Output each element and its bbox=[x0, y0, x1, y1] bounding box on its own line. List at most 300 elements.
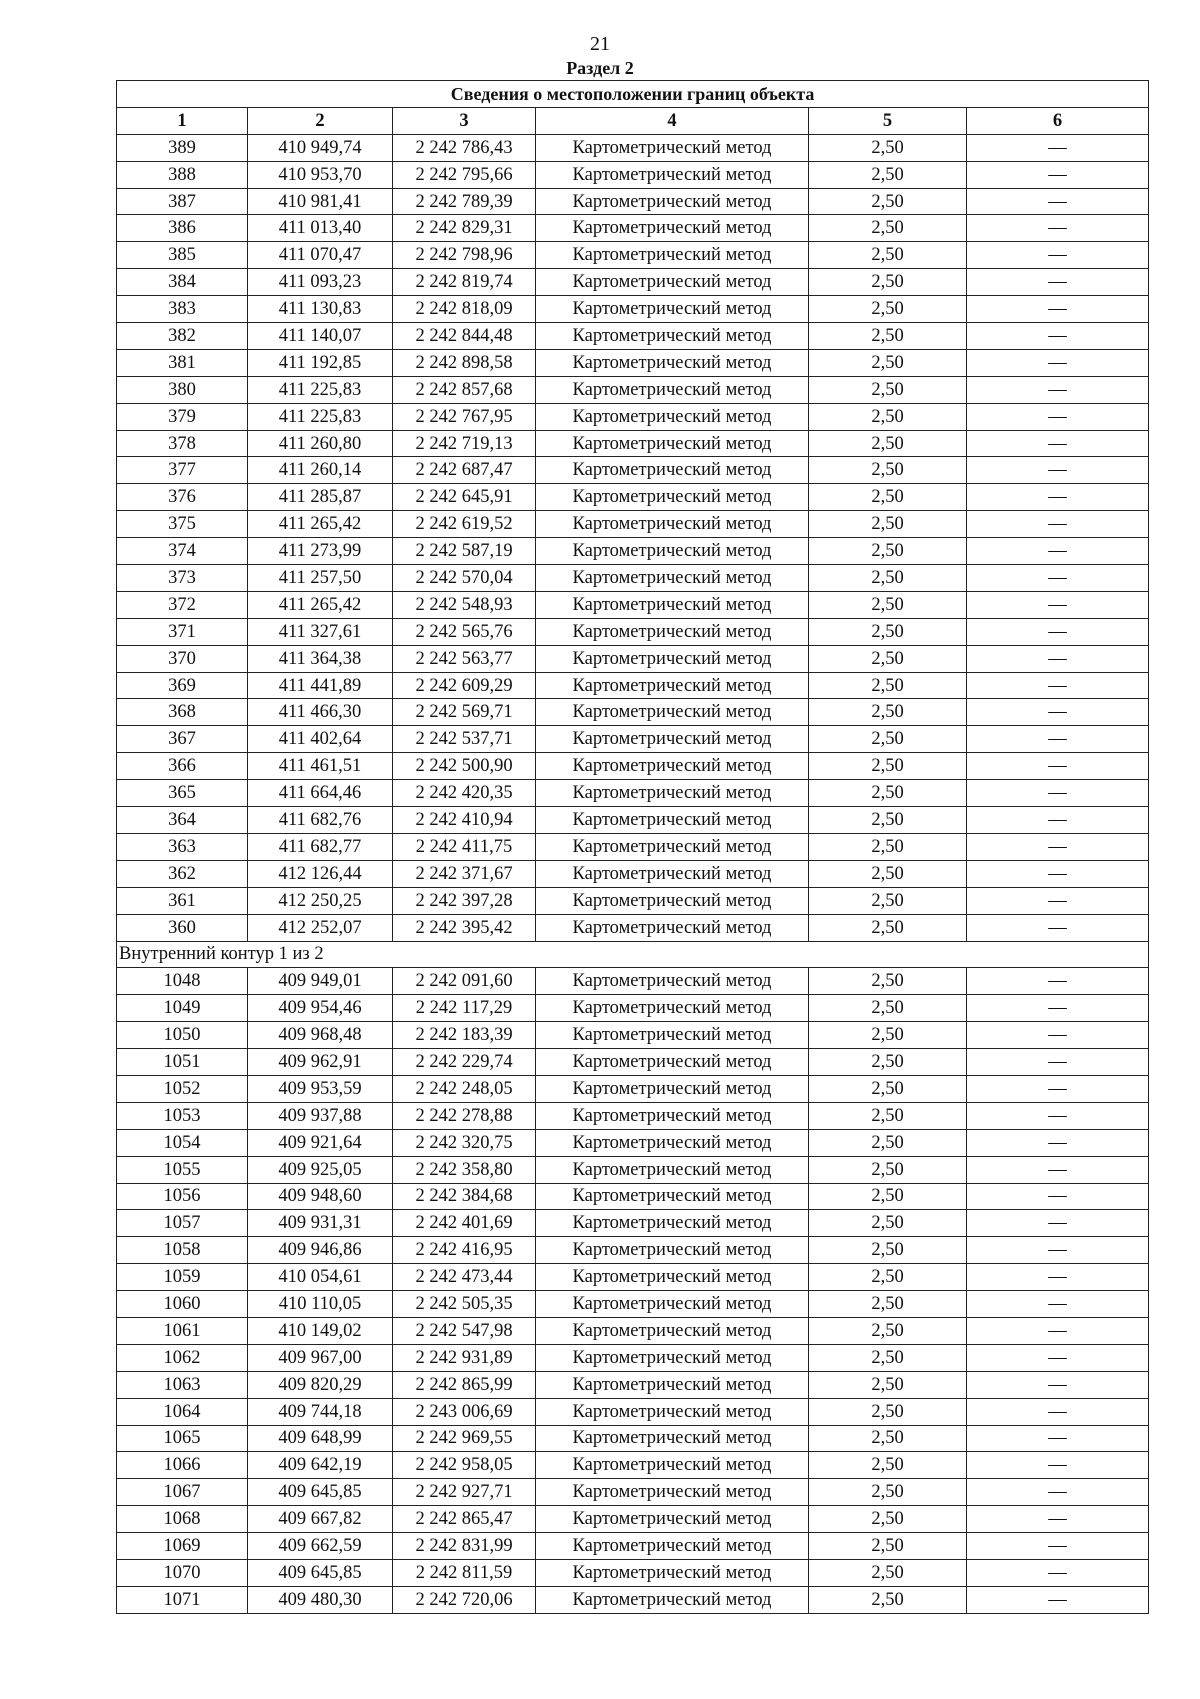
table-cell: 2,50 bbox=[809, 1586, 967, 1613]
table-cell: Картометрический метод bbox=[536, 1344, 809, 1371]
table-cell: — bbox=[967, 511, 1149, 538]
table-cell: Картометрический метод bbox=[536, 215, 809, 242]
table-cell: — bbox=[967, 1129, 1149, 1156]
table-row bbox=[117, 833, 1149, 860]
table-cell: — bbox=[967, 242, 1149, 269]
table-cell: 2,50 bbox=[809, 780, 967, 807]
table-cell: Картометрический метод bbox=[536, 511, 809, 538]
table-cell: 1049 bbox=[117, 995, 248, 1022]
table-row bbox=[117, 1371, 1149, 1398]
table-cell: 1054 bbox=[117, 1129, 248, 1156]
table-cell: 2,50 bbox=[809, 565, 967, 592]
table-cell: 1065 bbox=[117, 1425, 248, 1452]
table-cell: 1059 bbox=[117, 1264, 248, 1291]
table-cell: Картометрический метод bbox=[536, 1022, 809, 1049]
table-cell: 2 242 548,93 bbox=[393, 591, 536, 618]
table-row bbox=[117, 296, 1149, 323]
table-cell: Картометрический метод bbox=[536, 1102, 809, 1129]
table-cell: 387 bbox=[117, 188, 248, 215]
table-cell: — bbox=[967, 1291, 1149, 1318]
table-cell: 2 242 537,71 bbox=[393, 726, 536, 753]
table-row bbox=[117, 242, 1149, 269]
table-cell: 410 149,02 bbox=[248, 1317, 393, 1344]
table-row bbox=[117, 860, 1149, 887]
table-cell: 373 bbox=[117, 565, 248, 592]
table-cell: 409 662,59 bbox=[248, 1533, 393, 1560]
table-cell: — bbox=[967, 968, 1149, 995]
table-cell: Картометрический метод bbox=[536, 1291, 809, 1318]
table-cell: 2,50 bbox=[809, 887, 967, 914]
table-cell: 2 242 397,28 bbox=[393, 887, 536, 914]
table-cell: Картометрический метод bbox=[536, 134, 809, 161]
table-cell: Картометрический метод bbox=[536, 1506, 809, 1533]
table-cell: — bbox=[967, 323, 1149, 350]
table-cell: 2 242 645,91 bbox=[393, 484, 536, 511]
table-cell: 2 242 183,39 bbox=[393, 1022, 536, 1049]
table-cell: 2 242 410,94 bbox=[393, 807, 536, 834]
table-cell: 2,50 bbox=[809, 807, 967, 834]
table-cell: 1057 bbox=[117, 1210, 248, 1237]
table-cell: 2 242 619,52 bbox=[393, 511, 536, 538]
table-row bbox=[117, 591, 1149, 618]
table-row bbox=[117, 323, 1149, 350]
table-cell: 409 648,99 bbox=[248, 1425, 393, 1452]
table-cell: 2,50 bbox=[809, 1264, 967, 1291]
table-cell: 2,50 bbox=[809, 860, 967, 887]
table-cell: 2,50 bbox=[809, 1237, 967, 1264]
table-cell: 363 bbox=[117, 833, 248, 860]
table-cell: 410 949,74 bbox=[248, 134, 393, 161]
table-cell: — bbox=[967, 188, 1149, 215]
table-cell: Картометрический метод bbox=[536, 591, 809, 618]
table-cell: Картометрический метод bbox=[536, 376, 809, 403]
table-cell: — bbox=[967, 753, 1149, 780]
table-cell: Картометрический метод bbox=[536, 1479, 809, 1506]
table-row bbox=[117, 565, 1149, 592]
table-cell: 409 967,00 bbox=[248, 1344, 393, 1371]
table-row bbox=[117, 995, 1149, 1022]
table-cell: 2 242 927,71 bbox=[393, 1479, 536, 1506]
table-cell: 2 242 865,99 bbox=[393, 1371, 536, 1398]
table-cell: 2 242 587,19 bbox=[393, 538, 536, 565]
table-cell: 2,50 bbox=[809, 538, 967, 565]
table-cell: Картометрический метод bbox=[536, 672, 809, 699]
table-cell: — bbox=[967, 860, 1149, 887]
table-cell: Картометрический метод bbox=[536, 968, 809, 995]
table-cell: 2,50 bbox=[809, 1156, 967, 1183]
table-cell: 2,50 bbox=[809, 457, 967, 484]
table-cell: 364 bbox=[117, 807, 248, 834]
table-cell: 409 954,46 bbox=[248, 995, 393, 1022]
table-cell: 382 bbox=[117, 323, 248, 350]
table-cell: — bbox=[967, 1264, 1149, 1291]
table-cell: 409 968,48 bbox=[248, 1022, 393, 1049]
table-cell: 374 bbox=[117, 538, 248, 565]
table-cell: 2,50 bbox=[809, 591, 967, 618]
table-cell: 372 bbox=[117, 591, 248, 618]
table-cell: Картометрический метод bbox=[536, 1559, 809, 1586]
inner-contour-row bbox=[117, 941, 1149, 968]
table-cell: — bbox=[967, 645, 1149, 672]
table-cell: — bbox=[967, 1559, 1149, 1586]
table-cell: 2,50 bbox=[809, 1183, 967, 1210]
table-cell: 409 480,30 bbox=[248, 1586, 393, 1613]
table-cell: Картометрический метод bbox=[536, 645, 809, 672]
table-row bbox=[117, 1291, 1149, 1318]
table-cell: 2 242 931,89 bbox=[393, 1344, 536, 1371]
table-cell: — bbox=[967, 296, 1149, 323]
table-cell: — bbox=[967, 1344, 1149, 1371]
table-cell: 410 953,70 bbox=[248, 161, 393, 188]
table-cell: Картометрический метод bbox=[536, 833, 809, 860]
table-cell: — bbox=[967, 618, 1149, 645]
table-cell: 411 682,77 bbox=[248, 833, 393, 860]
table-cell: 2,50 bbox=[809, 1398, 967, 1425]
table-cell: 2,50 bbox=[809, 1479, 967, 1506]
table-cell: Картометрический метод bbox=[536, 914, 809, 941]
table-cell: Картометрический метод bbox=[536, 1533, 809, 1560]
table-cell: 409 642,19 bbox=[248, 1452, 393, 1479]
table-cell: 2,50 bbox=[809, 1452, 967, 1479]
table-cell: 383 bbox=[117, 296, 248, 323]
table-cell: 2,50 bbox=[809, 1210, 967, 1237]
table-cell: — bbox=[967, 430, 1149, 457]
table-body bbox=[117, 134, 1149, 1613]
table-cell: — bbox=[967, 1398, 1149, 1425]
table-cell: — bbox=[967, 403, 1149, 430]
table-cell: — bbox=[967, 484, 1149, 511]
table-row bbox=[117, 1317, 1149, 1344]
table-cell: 411 265,42 bbox=[248, 511, 393, 538]
table-cell: 2 242 844,48 bbox=[393, 323, 536, 350]
table-row bbox=[117, 1586, 1149, 1613]
table-cell: 371 bbox=[117, 618, 248, 645]
table-cell: 2 242 229,74 bbox=[393, 1049, 536, 1076]
table-cell: Картометрический метод bbox=[536, 403, 809, 430]
table-cell: 409 962,91 bbox=[248, 1049, 393, 1076]
table-cell: Картометрический метод bbox=[536, 780, 809, 807]
table-cell: 368 bbox=[117, 699, 248, 726]
table-row bbox=[117, 780, 1149, 807]
table-cell: 411 260,80 bbox=[248, 430, 393, 457]
inner-contour-label: Внутренний контур 1 из 2 bbox=[117, 941, 1149, 968]
table-cell: — bbox=[967, 995, 1149, 1022]
table-cell: 386 bbox=[117, 215, 248, 242]
table-cell: 388 bbox=[117, 161, 248, 188]
table-row bbox=[117, 457, 1149, 484]
table-cell: 411 070,47 bbox=[248, 242, 393, 269]
table-cell: 2 242 811,59 bbox=[393, 1559, 536, 1586]
table-cell: 2 242 395,42 bbox=[393, 914, 536, 941]
table-cell: Картометрический метод bbox=[536, 430, 809, 457]
table-cell: 2,50 bbox=[809, 1371, 967, 1398]
table-cell: Картометрический метод bbox=[536, 995, 809, 1022]
table-cell: 2 242 795,66 bbox=[393, 161, 536, 188]
table-cell: 409 931,31 bbox=[248, 1210, 393, 1237]
table-cell: 2,50 bbox=[809, 134, 967, 161]
table-cell: Картометрический метод bbox=[536, 1452, 809, 1479]
table-cell: 2,50 bbox=[809, 1022, 967, 1049]
table-cell: 2,50 bbox=[809, 1559, 967, 1586]
table-cell: — bbox=[967, 672, 1149, 699]
table-cell: Картометрический метод bbox=[536, 618, 809, 645]
table-cell: 2 242 865,47 bbox=[393, 1506, 536, 1533]
table-cell: 2 242 358,80 bbox=[393, 1156, 536, 1183]
table-cell: 389 bbox=[117, 134, 248, 161]
table-cell: 2,50 bbox=[809, 242, 967, 269]
table-cell: Картометрический метод bbox=[536, 1129, 809, 1156]
table-cell: 2 242 687,47 bbox=[393, 457, 536, 484]
table-cell: — bbox=[967, 1371, 1149, 1398]
table-cell: 1070 bbox=[117, 1559, 248, 1586]
table-cell: Картометрический метод bbox=[536, 269, 809, 296]
column-header: 1 bbox=[117, 107, 248, 134]
table-cell: 1050 bbox=[117, 1022, 248, 1049]
table-row bbox=[117, 1156, 1149, 1183]
table-cell: Картометрический метод bbox=[536, 1049, 809, 1076]
table-cell: Картометрический метод bbox=[536, 188, 809, 215]
table-cell: Картометрический метод bbox=[536, 323, 809, 350]
table-cell: — bbox=[967, 1102, 1149, 1129]
table-cell: 411 225,83 bbox=[248, 376, 393, 403]
table-cell: 2 242 786,43 bbox=[393, 134, 536, 161]
table-row bbox=[117, 430, 1149, 457]
table-cell: 2,50 bbox=[809, 1317, 967, 1344]
table-cell: 1056 bbox=[117, 1183, 248, 1210]
table-cell: 385 bbox=[117, 242, 248, 269]
table-cell: — bbox=[967, 565, 1149, 592]
table-cell: Картометрический метод bbox=[536, 296, 809, 323]
table-cell: 411 130,83 bbox=[248, 296, 393, 323]
table-cell: 2,50 bbox=[809, 188, 967, 215]
table-cell: 2,50 bbox=[809, 403, 967, 430]
table-cell: 2 242 958,05 bbox=[393, 1452, 536, 1479]
table-cell: 411 327,61 bbox=[248, 618, 393, 645]
table-cell: — bbox=[967, 914, 1149, 941]
table-cell: Картометрический метод bbox=[536, 1398, 809, 1425]
table-row bbox=[117, 645, 1149, 672]
table-cell: 411 013,40 bbox=[248, 215, 393, 242]
table-cell: 2 242 416,95 bbox=[393, 1237, 536, 1264]
table-cell: 2 242 857,68 bbox=[393, 376, 536, 403]
table-cell: — bbox=[967, 1452, 1149, 1479]
table-row bbox=[117, 887, 1149, 914]
table-row bbox=[117, 699, 1149, 726]
table-cell: 2,50 bbox=[809, 323, 967, 350]
table-cell: — bbox=[967, 215, 1149, 242]
table-cell: Картометрический метод bbox=[536, 860, 809, 887]
table-cell: 2,50 bbox=[809, 215, 967, 242]
table-cell: 2 243 006,69 bbox=[393, 1398, 536, 1425]
table-cell: 412 250,25 bbox=[248, 887, 393, 914]
table-cell: 2 242 278,88 bbox=[393, 1102, 536, 1129]
table-cell: Картометрический метод bbox=[536, 1371, 809, 1398]
table-cell: — bbox=[967, 1586, 1149, 1613]
table-cell: 2,50 bbox=[809, 511, 967, 538]
table-cell: 365 bbox=[117, 780, 248, 807]
table-cell: 411 192,85 bbox=[248, 349, 393, 376]
table-cell: Картометрический метод bbox=[536, 161, 809, 188]
table-cell: 2,50 bbox=[809, 618, 967, 645]
table-row bbox=[117, 618, 1149, 645]
table-cell: 411 682,76 bbox=[248, 807, 393, 834]
table-cell: 409 953,59 bbox=[248, 1075, 393, 1102]
table-caption-row bbox=[117, 81, 1149, 108]
table-cell: 1067 bbox=[117, 1479, 248, 1506]
table-cell: 2 242 411,75 bbox=[393, 833, 536, 860]
column-header-row bbox=[117, 107, 1149, 134]
table-cell: 2,50 bbox=[809, 376, 967, 403]
table-row bbox=[117, 1452, 1149, 1479]
column-header: 5 bbox=[809, 107, 967, 134]
table-cell: 377 bbox=[117, 457, 248, 484]
table-row bbox=[117, 1237, 1149, 1264]
table-cell: 411 260,14 bbox=[248, 457, 393, 484]
table-row bbox=[117, 511, 1149, 538]
table-cell: 2,50 bbox=[809, 995, 967, 1022]
table-cell: 2,50 bbox=[809, 833, 967, 860]
table-cell: 2,50 bbox=[809, 1049, 967, 1076]
table-cell: Картометрический метод bbox=[536, 457, 809, 484]
table-cell: 2 242 371,67 bbox=[393, 860, 536, 887]
table-row bbox=[117, 1102, 1149, 1129]
table-cell: 411 461,51 bbox=[248, 753, 393, 780]
table-cell: 2,50 bbox=[809, 968, 967, 995]
table-cell: 411 364,38 bbox=[248, 645, 393, 672]
table-cell: 370 bbox=[117, 645, 248, 672]
table-cell: 2 242 565,76 bbox=[393, 618, 536, 645]
table-cell: — bbox=[967, 1156, 1149, 1183]
table-cell: — bbox=[967, 591, 1149, 618]
table-cell: 411 441,89 bbox=[248, 672, 393, 699]
table-cell: 411 402,64 bbox=[248, 726, 393, 753]
table-cell: — bbox=[967, 833, 1149, 860]
table-cell: 1063 bbox=[117, 1371, 248, 1398]
table-cell: Картометрический метод bbox=[536, 538, 809, 565]
table-cell: — bbox=[967, 1049, 1149, 1076]
table-cell: — bbox=[967, 1183, 1149, 1210]
table-row bbox=[117, 753, 1149, 780]
table-cell: 409 948,60 bbox=[248, 1183, 393, 1210]
table-cell: 410 110,05 bbox=[248, 1291, 393, 1318]
table-cell: — bbox=[967, 538, 1149, 565]
table-cell: Картометрический метод bbox=[536, 699, 809, 726]
table-cell: 2,50 bbox=[809, 161, 967, 188]
table-cell: 2,50 bbox=[809, 269, 967, 296]
column-header: 2 bbox=[248, 107, 393, 134]
table-cell: 2,50 bbox=[809, 914, 967, 941]
table-row bbox=[117, 376, 1149, 403]
table-cell: — bbox=[967, 1022, 1149, 1049]
table-cell: Картометрический метод bbox=[536, 1210, 809, 1237]
table-cell: — bbox=[967, 1506, 1149, 1533]
table-cell: 411 466,30 bbox=[248, 699, 393, 726]
table-cell: 2,50 bbox=[809, 430, 967, 457]
table-cell: — bbox=[967, 726, 1149, 753]
table-cell: 2 242 609,29 bbox=[393, 672, 536, 699]
table-cell: 2 242 789,39 bbox=[393, 188, 536, 215]
table-row bbox=[117, 1559, 1149, 1586]
table-row bbox=[117, 1129, 1149, 1156]
table-cell: — bbox=[967, 457, 1149, 484]
table-cell: — bbox=[967, 1210, 1149, 1237]
table-cell: Картометрический метод bbox=[536, 565, 809, 592]
column-header: 3 bbox=[393, 107, 536, 134]
table-cell: 2 242 720,06 bbox=[393, 1586, 536, 1613]
table-cell: 2 242 829,31 bbox=[393, 215, 536, 242]
table-cell: — bbox=[967, 807, 1149, 834]
table-row bbox=[117, 1075, 1149, 1102]
table-cell: 411 273,99 bbox=[248, 538, 393, 565]
table-row bbox=[117, 1533, 1149, 1560]
table-cell: 1064 bbox=[117, 1398, 248, 1425]
table-cell: — bbox=[967, 699, 1149, 726]
table-cell: 2,50 bbox=[809, 726, 967, 753]
column-header: 4 bbox=[536, 107, 809, 134]
table-cell: 1071 bbox=[117, 1586, 248, 1613]
table-cell: Картометрический метод bbox=[536, 807, 809, 834]
table-cell: 2 242 563,77 bbox=[393, 645, 536, 672]
table-cell: 378 bbox=[117, 430, 248, 457]
table-cell: — bbox=[967, 1425, 1149, 1452]
table-cell: 1066 bbox=[117, 1452, 248, 1479]
table-cell: 410 054,61 bbox=[248, 1264, 393, 1291]
table-row bbox=[117, 1479, 1149, 1506]
table-cell: 2,50 bbox=[809, 1506, 967, 1533]
table-cell: 366 bbox=[117, 753, 248, 780]
table-cell: 2,50 bbox=[809, 672, 967, 699]
table-cell: 1060 bbox=[117, 1291, 248, 1318]
table-cell: — bbox=[967, 887, 1149, 914]
table-cell: 411 265,42 bbox=[248, 591, 393, 618]
table-cell: Картометрический метод bbox=[536, 1237, 809, 1264]
table-cell: 384 bbox=[117, 269, 248, 296]
table-cell: 412 126,44 bbox=[248, 860, 393, 887]
page-number: 21 bbox=[590, 33, 610, 55]
table-cell: 2,50 bbox=[809, 1425, 967, 1452]
table-cell: 410 981,41 bbox=[248, 188, 393, 215]
table-row bbox=[117, 672, 1149, 699]
table-cell: 367 bbox=[117, 726, 248, 753]
table-cell: Картометрический метод bbox=[536, 1425, 809, 1452]
table-cell: 2,50 bbox=[809, 1533, 967, 1560]
table-cell: 2 242 831,99 bbox=[393, 1533, 536, 1560]
table-cell: 2,50 bbox=[809, 1129, 967, 1156]
table-cell: — bbox=[967, 161, 1149, 188]
table-row bbox=[117, 134, 1149, 161]
table-cell: 1062 bbox=[117, 1344, 248, 1371]
table-cell: 2 242 798,96 bbox=[393, 242, 536, 269]
table-cell: 1061 bbox=[117, 1317, 248, 1344]
table-cell: 2 242 969,55 bbox=[393, 1425, 536, 1452]
table-row bbox=[117, 269, 1149, 296]
table-cell: 409 946,86 bbox=[248, 1237, 393, 1264]
table-cell: 2 242 505,35 bbox=[393, 1291, 536, 1318]
column-header: 6 bbox=[967, 107, 1149, 134]
table-cell: 2,50 bbox=[809, 1075, 967, 1102]
table-cell: Картометрический метод bbox=[536, 1586, 809, 1613]
table-row bbox=[117, 1183, 1149, 1210]
table-cell: Картометрический метод bbox=[536, 887, 809, 914]
table-cell: — bbox=[967, 1533, 1149, 1560]
table-caption: Сведения о местоположении границ объекта bbox=[117, 81, 1149, 108]
table-row bbox=[117, 807, 1149, 834]
table-cell: 411 093,23 bbox=[248, 269, 393, 296]
table-cell: 2,50 bbox=[809, 699, 967, 726]
table-cell: 2,50 bbox=[809, 1102, 967, 1129]
table-row bbox=[117, 1344, 1149, 1371]
table-cell: — bbox=[967, 134, 1149, 161]
